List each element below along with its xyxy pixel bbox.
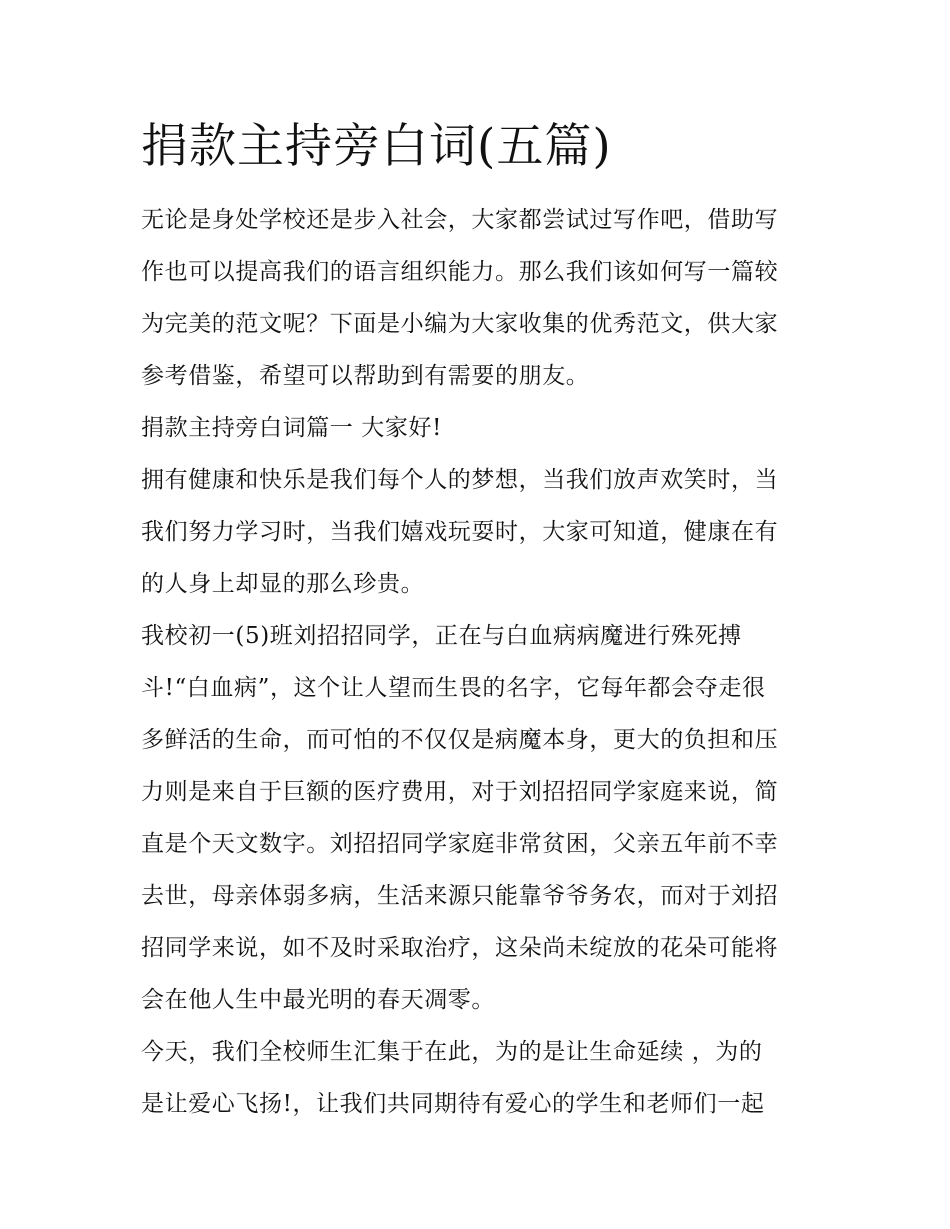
- text-line: 招同学来说，如不及时采取治疗，这朵尚未绽放的花朵可能将: [141, 935, 779, 961]
- text-line: 力则是来自于巨额的医疗费用，对于刘招招同学家庭来说，简: [141, 779, 779, 805]
- document-body: [141, 112, 813, 1130]
- text-line: 我校初一(5)班刘招招同学，正在与白血病病魔进行殊死搏: [141, 623, 742, 649]
- text-line: 去世，母亲体弱多病，生活来源只能靠爷爷务农，而对于刘招: [141, 883, 779, 909]
- text-line: 作也可以提高我们的语言组织能力。那么我们该如何写一篇较: [141, 259, 779, 285]
- text-line: 多鲜活的生命，而可怕的不仅仅是病魔本身，更大的负担和压: [141, 727, 779, 753]
- text-line: 会在他人生中最光明的春天凋零。: [141, 987, 495, 1013]
- text-line: 斗!“白血病”，这个让人望而生畏的名字，它每年都会夺走很: [141, 675, 766, 701]
- text-line: 无论是身处学校还是步入社会，大家都尝试过写作吧，借助写: [141, 207, 779, 233]
- text-line: 拥有健康和快乐是我们每个人的梦想，当我们放声欢笑时，当: [141, 467, 779, 493]
- text-line: 直是个天文数字。刘招招同学家庭非常贫困，父亲五年前不幸: [141, 831, 779, 857]
- page-title: 捐款主持旁白词(五篇): [141, 119, 612, 174]
- text-line: 今天，我们全校师生汇集于在此，为的是让生命延续 ，为的: [141, 1039, 763, 1065]
- text-line: 参考借鉴，希望可以帮助到有需要的朋友。: [141, 363, 590, 389]
- text-line: 是让爱心飞扬!，让我们共同期待有爱心的学生和老师们一起: [141, 1091, 765, 1117]
- text-line: 的人身上却显的那么珍贵。: [141, 571, 425, 597]
- section-heading: 捐款主持旁白词篇一 大家好!: [141, 415, 442, 441]
- text-line: 我们努力学习时，当我们嬉戏玩耍时，大家可知道，健康在有: [141, 519, 779, 545]
- text-line: 为完美的范文呢？下面是小编为大家收集的优秀范文，供大家: [141, 311, 779, 337]
